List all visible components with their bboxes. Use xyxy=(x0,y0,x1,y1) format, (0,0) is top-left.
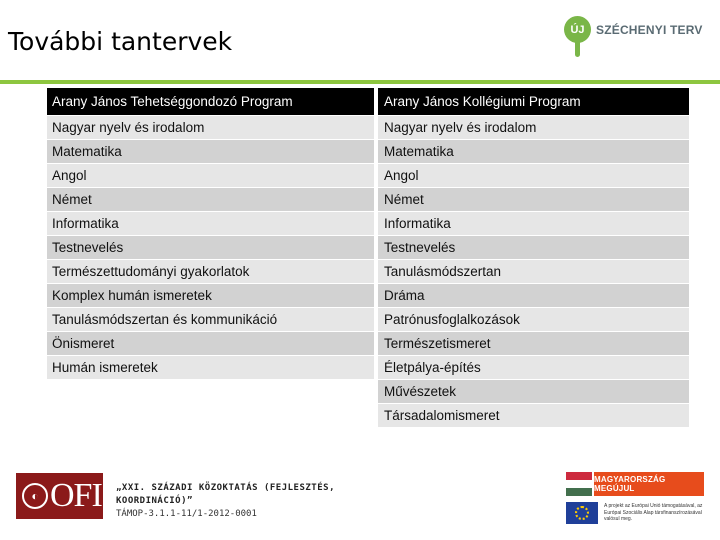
table-cell: Humán ismeretek xyxy=(47,356,374,380)
curriculum-table xyxy=(47,88,689,428)
ofi-letters: OFI xyxy=(50,477,102,514)
table-cell: Művészetek xyxy=(378,380,689,404)
table-cell: Német xyxy=(47,188,374,212)
table-cell: Nagyar nyelv és irodalom xyxy=(47,116,374,140)
table-cell: Testnevelés xyxy=(47,236,374,260)
hungarian-flag-icon xyxy=(566,472,592,496)
table-cell: Patrónusfoglalkozások xyxy=(378,308,689,332)
magyarorszag-megujul-banner: MAGYARORSZÁG MEGÚJUL xyxy=(594,472,704,496)
column-tehetseggondozo xyxy=(47,88,374,428)
table-cell: Matematika xyxy=(378,140,689,164)
project-code: TÁMOP-3.1.1-11/1-2012-0001 xyxy=(116,509,257,519)
title-underline xyxy=(0,80,720,84)
project-info xyxy=(116,482,335,521)
szechenyi-terv-logo xyxy=(564,16,720,64)
table-cell: Természetismeret xyxy=(378,332,689,356)
eu-funding-note: A projekt az Európai Unió támogatásával, az Európai Szociális Alap társfinanszírozásával valósul meg. xyxy=(604,503,703,522)
ofi-emblem-icon: ◐ xyxy=(22,483,48,509)
table-cell: Informatika xyxy=(47,212,374,236)
table-cell: Angol xyxy=(378,164,689,188)
page-title: További tantervek xyxy=(8,27,233,56)
eu-stars-icon xyxy=(575,506,589,520)
table-cell: Önismeret xyxy=(47,332,374,356)
table-cell: Testnevelés xyxy=(378,236,689,260)
table-cell: Dráma xyxy=(378,284,689,308)
logo-stem xyxy=(575,41,580,57)
table-cell: Angol xyxy=(47,164,374,188)
project-title-line2: KOORDINÁCIÓ)” xyxy=(116,496,193,506)
table-cell: Német xyxy=(378,188,689,212)
table-cell: Komplex humán ismeretek xyxy=(47,284,374,308)
project-title-line1: „XXI. SZÁZADI KÖZOKTATÁS (FEJLESZTÉS, xyxy=(116,483,335,493)
eu-flag-icon xyxy=(566,502,598,524)
table-cell: Életpálya-építés xyxy=(378,356,689,380)
column-header: Arany János Kollégiumi Program xyxy=(378,88,689,116)
table-cell: Tanulásmódszertan és kommunikáció xyxy=(47,308,374,332)
uj-badge-icon: ÚJ xyxy=(564,16,591,43)
ofi-logo xyxy=(16,473,103,519)
column-kollegiumi xyxy=(378,88,689,428)
table-cell: Tanulásmódszertan xyxy=(378,260,689,284)
logo-name: SZÉCHENYI TERV xyxy=(596,23,703,37)
eu-funding-block xyxy=(566,472,704,526)
table-cell: Társadalomismeret xyxy=(378,404,689,428)
table-cell: Informatika xyxy=(378,212,689,236)
table-cell: Matematika xyxy=(47,140,374,164)
table-cell: Nagyar nyelv és irodalom xyxy=(378,116,689,140)
column-header: Arany János Tehetséggondozó Program xyxy=(47,88,374,116)
table-cell: Természettudományi gyakorlatok xyxy=(47,260,374,284)
